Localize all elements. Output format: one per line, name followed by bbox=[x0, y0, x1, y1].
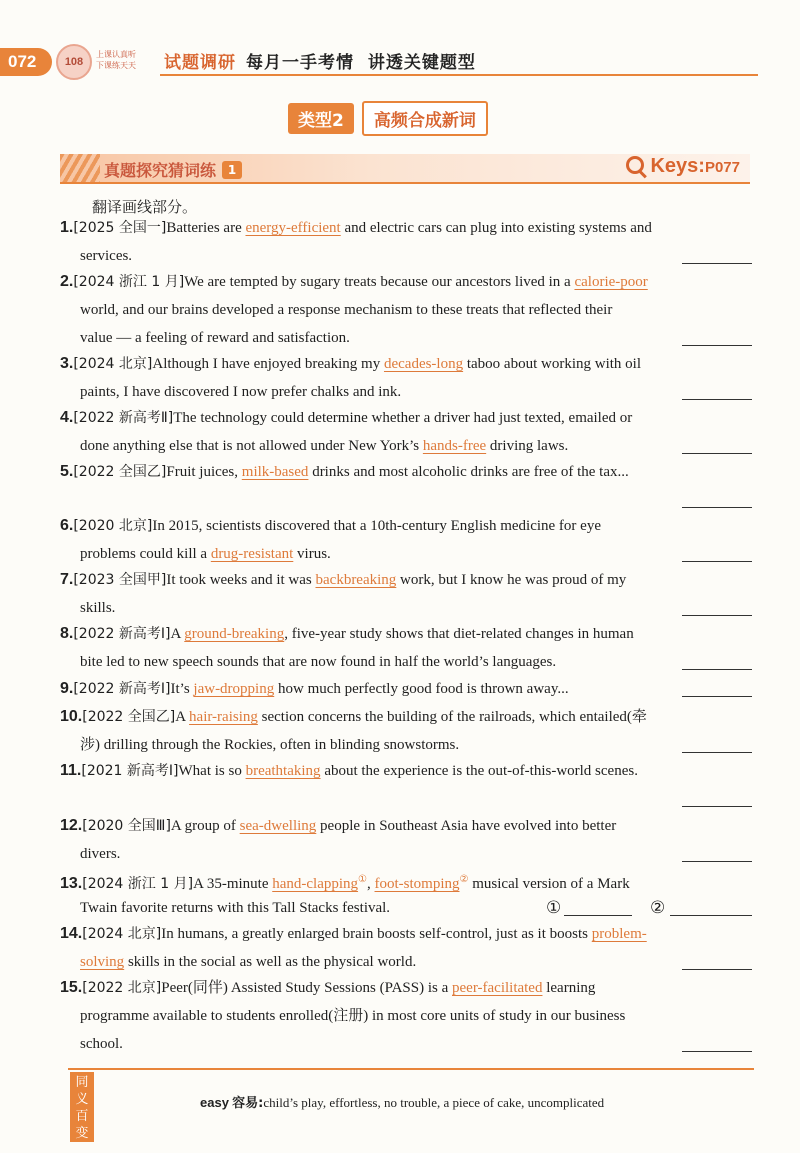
question-source: [2022 全国乙] bbox=[73, 464, 167, 480]
page-number: 072 bbox=[0, 48, 52, 76]
question-number: 11. bbox=[60, 762, 82, 779]
synonym-list: child’s play, effortless, no trouble, a piece of cake, uncomplicated bbox=[263, 1095, 605, 1110]
question-text: bite led to new speech sounds that are now found in half the world’s languages. bbox=[80, 654, 557, 670]
highlighted-term: hair-raising bbox=[189, 709, 258, 725]
question-9 bbox=[60, 675, 752, 703]
question-text: Batteries are bbox=[166, 220, 246, 236]
synonym-meaning: 容易: bbox=[232, 1096, 264, 1111]
blank-label: ① bbox=[546, 898, 562, 917]
section-title bbox=[104, 158, 242, 181]
question-number: 10. bbox=[60, 708, 83, 725]
question-text: , bbox=[367, 876, 375, 892]
instruction: 翻译画线部分。 bbox=[92, 198, 198, 216]
question-text: In humans, a greatly enlarged brain boosts self-control, just as it boosts bbox=[161, 926, 592, 942]
answer-blank[interactable] bbox=[682, 969, 752, 970]
question-text: musical version of a Mark bbox=[468, 876, 630, 892]
question-source: [2020 北京] bbox=[73, 518, 153, 534]
highlighted-term: backbreaking bbox=[315, 572, 397, 588]
answer-blank[interactable] bbox=[670, 915, 752, 916]
highlighted-term: calorie-poor bbox=[574, 274, 648, 290]
question-7 bbox=[60, 566, 752, 622]
answer-blank[interactable] bbox=[682, 696, 752, 697]
question-text: programme available to students enrolled(注册) in most core units of study in our business bbox=[80, 1008, 626, 1024]
side-tab: 同 义 百 变 bbox=[70, 1072, 94, 1142]
question-text: drinks and most alcoholic drinks are free of the tax... bbox=[308, 464, 629, 480]
question-number: 2. bbox=[60, 273, 74, 290]
question-text: about the experience is the out-of-this-world scenes. bbox=[320, 763, 638, 779]
question-8 bbox=[60, 620, 752, 676]
question-2 bbox=[60, 268, 752, 352]
highlighted-term: breathtaking bbox=[245, 763, 321, 779]
question-number: 8. bbox=[60, 625, 74, 642]
type-banner bbox=[288, 102, 488, 134]
answer-blank[interactable] bbox=[682, 1051, 752, 1052]
footer-divider bbox=[68, 1068, 754, 1070]
question-number: 6. bbox=[60, 517, 74, 534]
answer-blank[interactable] bbox=[682, 615, 752, 616]
section-stripes bbox=[60, 154, 100, 184]
question-source: [2022 北京] bbox=[82, 980, 162, 996]
question-number: 15. bbox=[60, 979, 83, 996]
question-text: problems could kill a bbox=[80, 546, 211, 562]
question-text: value — a feeling of reward and satisfaction. bbox=[80, 330, 350, 346]
answer-blank[interactable] bbox=[682, 453, 752, 454]
answer-blank[interactable] bbox=[682, 861, 752, 862]
question-text: Twain favorite returns with this Tall Stacks festival. bbox=[80, 900, 391, 916]
question-text: driving laws. bbox=[486, 438, 569, 454]
question-number: 5. bbox=[60, 463, 74, 480]
highlighted-term: hands-free bbox=[422, 438, 487, 454]
highlighted-term: sea-dwelling bbox=[239, 818, 317, 834]
footnote-mark: ① bbox=[358, 874, 368, 885]
highlighted-term: solving bbox=[80, 954, 125, 970]
question-source: [2023 全国甲] bbox=[73, 572, 167, 588]
answer-blank[interactable] bbox=[682, 345, 752, 346]
question-source: [2025 全国一] bbox=[73, 220, 167, 236]
brand-logo: 108 bbox=[56, 44, 92, 80]
highlighted-term: foot-stomping bbox=[374, 876, 460, 892]
question-text: Although I have enjoyed breaking my bbox=[152, 356, 384, 372]
header-title bbox=[164, 48, 476, 73]
highlighted-term: drug-resistant bbox=[210, 546, 294, 562]
synonym-word: easy bbox=[200, 1095, 229, 1110]
header-title-rest: 每月一手考情 讲透关键题型 bbox=[246, 53, 476, 73]
question-text: What is so bbox=[178, 763, 246, 779]
question-source: [2022 新高考Ⅱ] bbox=[73, 410, 174, 426]
question-10 bbox=[60, 703, 752, 759]
question-text: skills. bbox=[80, 600, 116, 616]
answer-blank[interactable] bbox=[682, 507, 752, 508]
page-header bbox=[0, 40, 800, 84]
question-text: taboo about working with oil bbox=[463, 356, 642, 372]
question-number: 4. bbox=[60, 409, 74, 426]
question-number: 14. bbox=[60, 925, 83, 942]
question-text: Peer(同伴) Assisted Study Sessions (PASS) is a bbox=[161, 980, 452, 996]
question-11 bbox=[60, 757, 752, 813]
question-source: [2020 全国Ⅲ] bbox=[82, 818, 171, 834]
question-3 bbox=[60, 350, 752, 406]
answer-blank[interactable] bbox=[682, 399, 752, 400]
question-13 bbox=[60, 866, 752, 922]
question-14 bbox=[60, 920, 752, 976]
answer-blank[interactable] bbox=[682, 669, 752, 670]
section-title-text: 真题探究猜词练 bbox=[104, 161, 217, 180]
question-source: [2024 浙江 1 月] bbox=[73, 274, 185, 290]
answer-blank[interactable] bbox=[564, 915, 632, 916]
question-text: divers. bbox=[80, 846, 121, 862]
question-text: It took weeks and it was bbox=[166, 572, 316, 588]
question-text: The technology could determine whether a driver had just texted, emailed or bbox=[173, 410, 633, 426]
slogan-line: 下课练天天 bbox=[96, 61, 136, 70]
blank-label: ② bbox=[650, 898, 666, 917]
question-text: people in Southeast Asia have evolved into better bbox=[316, 818, 617, 834]
answer-blank[interactable] bbox=[682, 263, 752, 264]
question-text: paints, I have discovered I now prefer chalks and ink. bbox=[80, 384, 402, 400]
question-text: A 35-minute bbox=[193, 876, 273, 892]
type-name: 高频合成新词 bbox=[362, 101, 488, 136]
question-number: 9. bbox=[60, 680, 74, 697]
question-source: [2022 新高考Ⅰ] bbox=[73, 626, 171, 642]
question-12 bbox=[60, 812, 752, 868]
question-text: It’s bbox=[170, 681, 194, 697]
section-number: 1 bbox=[222, 161, 242, 179]
slogan-line: 上课认真听 bbox=[96, 50, 136, 59]
question-15 bbox=[60, 974, 752, 1058]
question-text: section concerns the building of the railroads, which entailed(牵 bbox=[257, 709, 647, 725]
question-6 bbox=[60, 512, 752, 568]
question-text: how much perfectly good food is thrown away... bbox=[274, 681, 569, 697]
section-bar bbox=[60, 154, 750, 184]
highlighted-term: milk-based bbox=[241, 464, 309, 480]
footnote-mark: ② bbox=[459, 874, 469, 885]
question-text: A group of bbox=[170, 818, 240, 834]
question-text: virus. bbox=[293, 546, 331, 562]
question-text: 涉) drilling through the Rockies, often in blinding snowstorms. bbox=[80, 737, 460, 753]
question-5 bbox=[60, 458, 752, 514]
question-4 bbox=[60, 404, 752, 460]
synonym-line bbox=[200, 1092, 604, 1111]
highlighted-term: jaw-dropping bbox=[193, 681, 275, 697]
type-badge: 类型2 bbox=[288, 103, 354, 134]
question-source: [2024 北京] bbox=[82, 926, 162, 942]
question-text: Fruit juices, bbox=[166, 464, 242, 480]
question-text: In 2015, scientists discovered that a 10th-century English medicine for eye bbox=[152, 518, 601, 534]
answer-blank[interactable] bbox=[682, 806, 752, 807]
question-1 bbox=[60, 214, 752, 270]
question-text: and electric cars can plug into existing systems and bbox=[340, 220, 652, 236]
keys-code: P077 bbox=[704, 159, 740, 176]
question-text: We are tempted by sugary treats because our ancestors lived in a bbox=[184, 274, 575, 290]
question-number: 1. bbox=[60, 219, 74, 236]
question-source: [2024 北京] bbox=[73, 356, 153, 372]
question-text: learning bbox=[542, 980, 596, 996]
question-text: , five-year study shows that diet-related changes in human bbox=[284, 626, 634, 642]
question-text: world, and our brains developed a response mechanism to these treats that reflected their bbox=[80, 302, 613, 318]
question-source: [2022 新高考Ⅰ] bbox=[73, 681, 171, 697]
answer-blank[interactable] bbox=[682, 752, 752, 753]
question-text: skills in the social as well as the physical world. bbox=[124, 954, 417, 970]
question-text: school. bbox=[80, 1036, 123, 1052]
question-number: 12. bbox=[60, 817, 83, 834]
highlighted-term: ground-breaking bbox=[184, 626, 285, 642]
magnifier-icon bbox=[626, 156, 644, 174]
slogan bbox=[96, 49, 158, 71]
question-text: done anything else that is not allowed under New York’s bbox=[80, 438, 423, 454]
keys-reference bbox=[626, 155, 740, 178]
highlighted-term: hand-clapping bbox=[272, 876, 359, 892]
highlighted-term: problem- bbox=[591, 926, 647, 942]
question-text: work, but I know he was proud of my bbox=[396, 572, 627, 588]
highlighted-term: decades-long bbox=[383, 356, 464, 372]
keys-label: Keys: bbox=[650, 155, 705, 177]
header-divider bbox=[160, 74, 758, 76]
question-text: services. bbox=[80, 248, 133, 264]
header-title-lead: 试题调研 bbox=[164, 53, 236, 73]
question-text: A bbox=[170, 626, 185, 642]
question-source: [2022 全国乙] bbox=[82, 709, 176, 725]
question-source: [2024 浙江 1 月] bbox=[82, 876, 194, 892]
question-number: 13. bbox=[60, 875, 83, 892]
question-number: 3. bbox=[60, 355, 74, 372]
highlighted-term: energy-efficient bbox=[245, 220, 341, 236]
question-number: 7. bbox=[60, 571, 74, 588]
question-source: [2021 新高考Ⅰ] bbox=[81, 763, 179, 779]
answer-blank[interactable] bbox=[682, 561, 752, 562]
highlighted-term: peer-facilitated bbox=[452, 980, 543, 996]
question-text: A bbox=[175, 709, 190, 725]
